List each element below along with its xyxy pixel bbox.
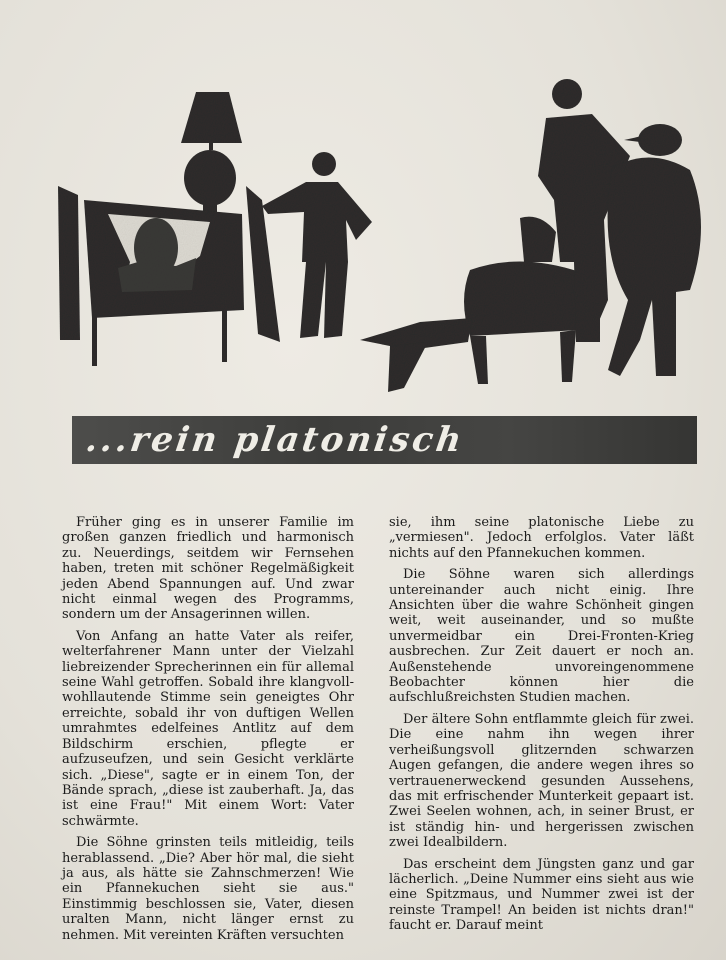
tv-icon	[58, 186, 280, 366]
text-column-right	[389, 515, 694, 940]
paragraph: Das erscheint dem Jüngsten ganz und gar lächerlich. „Deine Nummer eins sieht aus wie eine Spitzmaus, und Nummer zwei ist der reinste Trampel! An beiden ist nichts dran!" faucht er. Darauf meint	[389, 856, 694, 934]
paragraph: Der ältere Sohn entflammte gleich für zwei. Die eine nahm ihn wegen ihrer verheißungsvoll glitzernden schwarzen Augen gefangen, die andere wegen ihres so vertrauenerweckend gesunden Aussehens, das mit erfrischender Munterkeit gepaart ist. Zwei Seelen wohnen, ach, in seiner Brust, er ist ständig hin- und hergerissen zwischen zwei Idealbildern.	[389, 711, 694, 851]
paragraph: Früher ging es in unserer Familie im großen ganzen friedlich und harmonisch zu. Neuerdings, seitdem wir Fernsehen haben, treten mit schöner Regelmäßigkeit jeden Abend Spannungen auf. Und zwar nicht einmal wegen des Programms, sondern um der Ansagerinnen willen.	[62, 515, 354, 623]
paragraph: Die Söhne waren sich allerdings untereinander auch nicht einig. Ihre Ansichten über die wahre Schönheit gingen weit, weit auseinander, und so mußte unvermeidbar ein Drei-Fronten-Krieg ausbrechen. Zur Zeit dauert er noch an. Außenstehende unvoreingenommene Beobachter können hier die aufschlußreichsten Studien machen.	[389, 567, 694, 706]
paragraph: sie, ihm seine platonische Liebe zu „vermiesen". Jedoch erfolglos. Vater läßt nichts auf den Pfannekuchen kommen.	[389, 515, 694, 561]
paragraph: Die Söhne grinsten teils mitleidig, teils herablassend. „Die? Aber hör mal, die sieht ja aus, als hätte sie Zahnschmerzen! Wie ein Pfannekuchen sieht sie aus." Einstimmig beschlossen sie, Vater, diesen uralten Mann, nicht länger ernst zu nehmen. Mit vereinten Kräften versuchten	[62, 835, 354, 943]
article-title: ...rein platonisch	[83, 420, 467, 460]
paragraph: Von Anfang an hatte Vater als reifer, welterfahrener Mann unter der Vielzahl liebreizender Sprecherinnen ein für allemal seine Wahl getroffen. Sobald ihre klangvoll-wohllautende Stimme sein geneigtes Ohr erreichte, sobald ihr von duftigen Wellen umrahmtes edelfeines Antlitz auf dem Bildschirm erschien, pflegte er aufzuseufzen, und sein Gesicht verklärte sich. „Diese", sagte er in einem Ton, der Bände sprach, „diese ist zauberhaft. Ja, das ist eine Frau!" Mit einem Wort: Vater schwärmte.	[62, 628, 354, 829]
title-banner	[72, 416, 697, 464]
armchair-icon	[360, 217, 587, 392]
illustration-tv-family	[0, 0, 726, 400]
standing-man-icon	[262, 152, 372, 338]
lamp-icon	[181, 92, 242, 217]
text-column-left	[62, 515, 354, 949]
